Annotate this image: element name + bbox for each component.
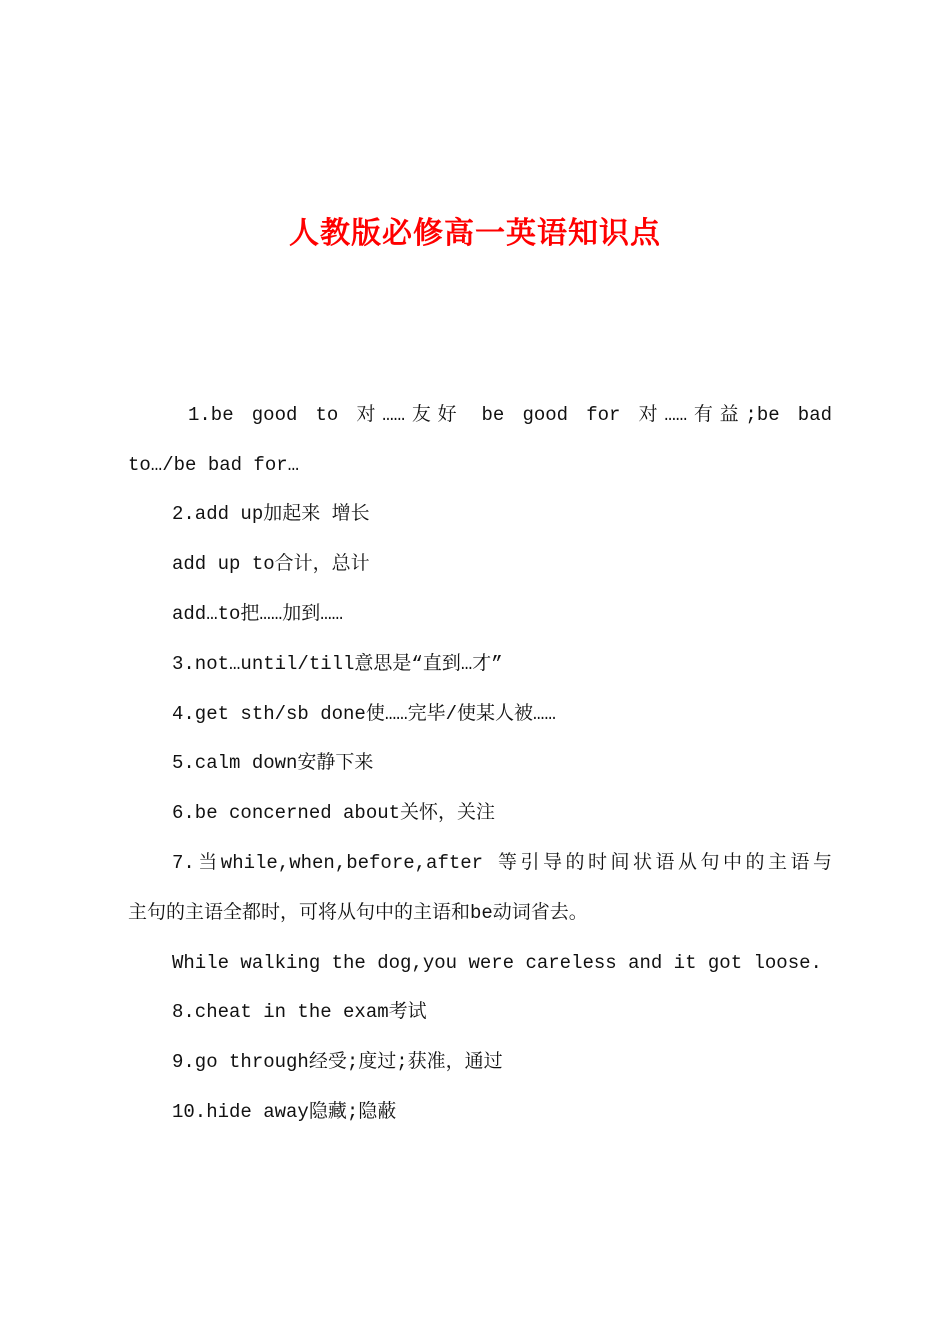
- text-line-6: 3.not…until/till意思是“直到…才”: [172, 653, 503, 675]
- text-line-8: 5.calm down安静下来: [172, 752, 374, 774]
- page-title: 人教版必修高一英语知识点: [289, 216, 661, 251]
- text-line-10: 7.当while,when,before,after 等引导的时间状语从句中的主语与: [172, 852, 832, 874]
- text-line-7: 4.get sth/sb done使……完毕/使某人被……: [172, 703, 556, 725]
- text-line-9: 6.be concerned about关怀，关注: [172, 802, 496, 824]
- text-line-4: add up to合计，总计: [172, 553, 370, 575]
- text-line-1: 1.be good to 对……友好 be good for 对……有益;be bad: [188, 404, 832, 426]
- text-line-5: add…to把……加到……: [172, 603, 344, 625]
- text-line-3: 2.add up加起来 增长: [172, 503, 370, 525]
- text-line-11: 主句的主语全都时，可将从句中的主语和be动词省去。: [128, 902, 588, 924]
- text-line-13: 8.cheat in the exam考试: [172, 1001, 427, 1023]
- text-line-14: 9.go through经受;度过;获准，通过: [172, 1051, 503, 1073]
- text-line-12: While walking the dog,you were careless and it got loose.: [172, 952, 822, 974]
- text-line-15: 10.hide away隐藏;隐蔽: [172, 1101, 397, 1123]
- text-line-2: to…/be bad for…: [128, 454, 300, 476]
